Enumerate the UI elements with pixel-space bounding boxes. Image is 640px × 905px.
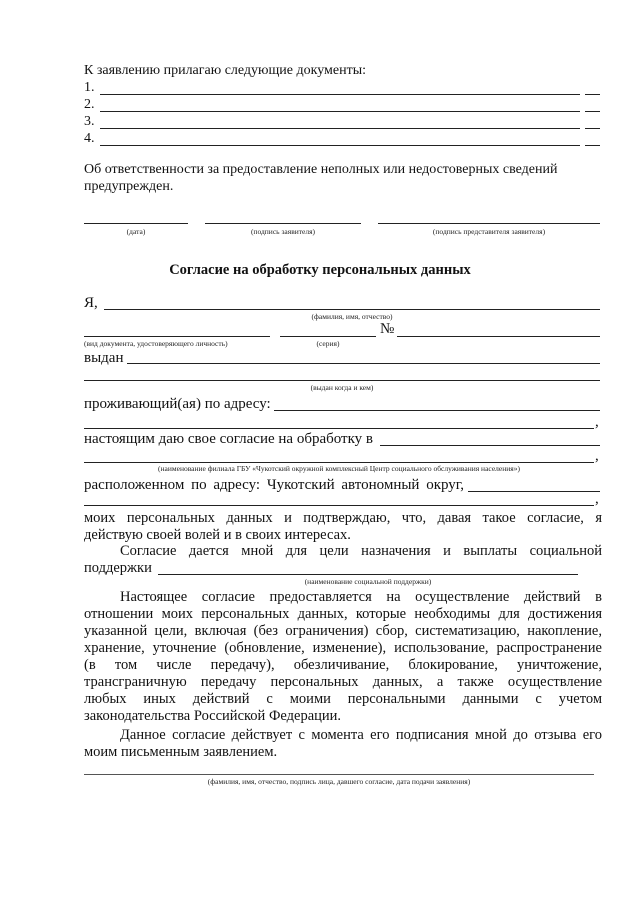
final-signature-caption: (фамилия, имя, отчество, подпись лица, давшего согласие, дата подачи заявления): [207, 777, 471, 786]
paragraph-line: трансграничную передачу персональных данных, а также осуществление: [84, 674, 602, 690]
paragraph-line: законодательства Российской Федерации.: [84, 708, 342, 724]
located-field-line2[interactable]: [84, 505, 594, 506]
address-field[interactable]: [274, 410, 600, 411]
applicant-signature-caption: (подпись заявителя): [250, 227, 316, 236]
attachments-heading: К заявлению прилагаю следующие документы:: [84, 63, 367, 78]
attachment-field[interactable]: [100, 145, 580, 146]
attachment-number: 1.: [84, 80, 95, 95]
number-field[interactable]: [397, 336, 600, 337]
paragraph-line: (в том числе передачу), обезличивание, блокирование, уничтожение,: [84, 657, 602, 673]
located-field[interactable]: [468, 491, 600, 492]
applicant-signature-field[interactable]: [205, 223, 361, 224]
id-document-field[interactable]: [84, 336, 270, 337]
representative-signature-field[interactable]: [378, 223, 600, 224]
branch-field[interactable]: [380, 445, 600, 446]
attachment-field-tail: [585, 145, 600, 146]
date-caption: (дата): [126, 227, 146, 236]
attachment-field-tail: [585, 94, 600, 95]
paragraph-line: моим письменным заявлением.: [84, 744, 278, 760]
branch-field-line2[interactable]: [84, 462, 594, 463]
paragraph-line: действую своей волей и в своих интересах.: [84, 527, 351, 543]
attachment-field[interactable]: [100, 111, 580, 112]
attachment-field[interactable]: [100, 128, 580, 129]
paragraph-line: отношении моих персональных данных, которые необходимы для достижения: [84, 606, 602, 622]
paragraph-line: моих персональных данных и подтверждаю, что, давая такое согласие, я: [84, 510, 602, 526]
support-caption: (наименование социальной поддержки): [304, 577, 432, 586]
hereby-label: настоящим даю свое согласие на обработку в: [84, 431, 374, 447]
fio-caption: (фамилия, имя, отчество): [311, 312, 393, 321]
address-field-line2[interactable]: [84, 428, 594, 429]
paragraph-line: Настоящее согласие предоставляется на осуществление действий в: [120, 589, 602, 605]
attachment-field-tail: [585, 128, 600, 129]
number-sign: №: [380, 321, 395, 337]
consent-title: Согласие на обработку персональных данных: [169, 262, 471, 278]
paragraph-line: хранение, уточнение (обновление, изменение), использование, распространение: [84, 640, 602, 656]
residing-label: проживающий(ая) по адресу:: [84, 396, 271, 412]
attachment-number: 2.: [84, 97, 95, 112]
located-label: расположенном по адресу: Чукотский автономный округ,: [84, 477, 464, 493]
paragraph-line: Данное согласие действует с момента его подписания мной до отзыва его: [120, 727, 602, 743]
support-field[interactable]: [158, 574, 578, 575]
attachment-field[interactable]: [100, 94, 580, 95]
issued-field-line2[interactable]: [84, 380, 600, 381]
attachment-field-tail: [585, 111, 600, 112]
comma: ,: [595, 448, 599, 464]
representative-signature-caption: (подпись представителя заявителя): [432, 227, 546, 236]
attachment-number: 4.: [84, 131, 95, 146]
paragraph-line: Согласие дается мной для цели назначения и выплаты социальной: [120, 543, 602, 559]
responsibility-text: предупрежден.: [84, 179, 174, 194]
paragraph-line: поддержки: [84, 560, 152, 576]
paragraph-line: указанной цели, включая (без ограничения) сбор, систематизацию, накопление,: [84, 623, 602, 639]
ya-label: Я,: [84, 295, 98, 311]
series-caption: (серия): [316, 339, 340, 348]
paragraph-line: любых иных действий с моими персональными данными с учетом: [84, 691, 602, 707]
comma: ,: [595, 414, 599, 430]
comma: ,: [595, 491, 599, 507]
issued-label: выдан: [84, 350, 124, 366]
responsibility-text: Об ответственности за предоставление неполных или недостоверных сведений: [84, 162, 558, 177]
issued-caption: (выдан когда и кем): [310, 383, 374, 392]
final-signature-field[interactable]: [84, 774, 594, 775]
date-field[interactable]: [84, 223, 188, 224]
fio-field[interactable]: [104, 309, 600, 310]
branch-caption: (наименование филиала ГБУ «Чукотский окружной комплексный Центр социального обслуживания населения»): [158, 464, 520, 473]
id-document-caption: (вид документа, удостоверяющего личность): [84, 339, 228, 348]
series-field[interactable]: [280, 336, 376, 337]
attachment-number: 3.: [84, 114, 95, 129]
issued-field[interactable]: [127, 363, 600, 364]
